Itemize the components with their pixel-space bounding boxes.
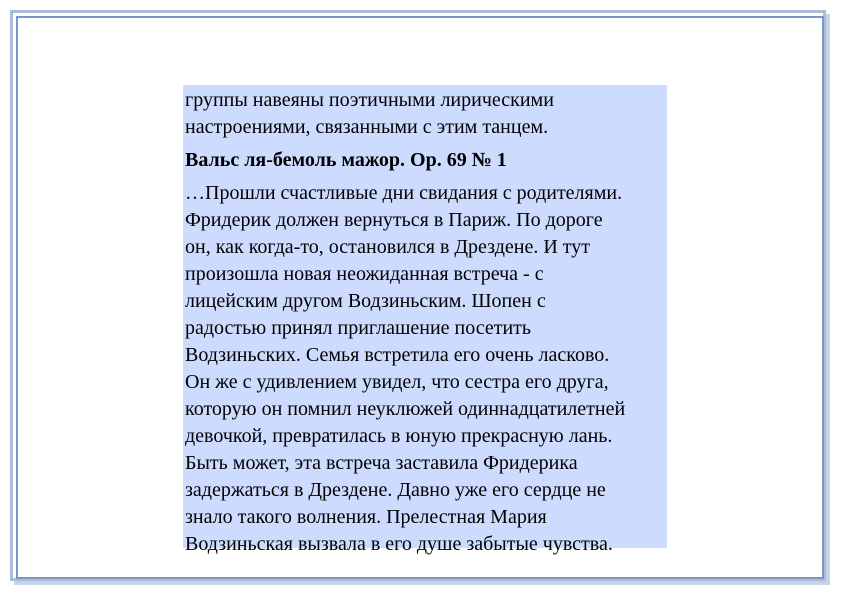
slide-text-block	[183, 85, 667, 555]
story-line: …Прошли счастливые дни свидания с родителями.	[185, 182, 623, 204]
story-line: девочкой, превратилась в юную прекрасную лань.	[185, 425, 613, 447]
story-line: Водзиньских. Семья встретила его очень ласково.	[185, 344, 610, 366]
story-line: он, как когда-то, остановился в Дрездене. И тут	[185, 236, 590, 258]
story-line: знало такого волнения. Прелестная Мария	[185, 506, 547, 528]
story-line: Фридерик должен вернуться в Париж. По дороге	[185, 209, 603, 231]
story-paragraph	[185, 180, 667, 558]
frame-shadow-bottom	[14, 581, 830, 585]
story-line: произошла новая неожиданная встреча - с	[185, 263, 544, 285]
story-line: лицейским другом Водзиньским. Шопен с	[185, 290, 546, 312]
frame-shadow-right	[826, 14, 830, 584]
story-line: которую он помнил неуклюжей одиннадцатилетней	[185, 398, 626, 420]
story-line: радостью принял приглашение посетить	[185, 317, 532, 339]
intro-line: настроениями, связанными с этим танцем.	[185, 116, 549, 138]
story-line: Водзиньская вызвала в его душе забытые чувства.	[185, 533, 613, 555]
waltz-heading: Вальс ля-бемоль мажор. Op. 69 № 1	[185, 149, 507, 171]
intro-paragraph	[185, 87, 667, 141]
intro-line: группы навеяны поэтичными лирическими	[185, 89, 554, 111]
story-line: Он же с удивлением увидел, что сестра его друга,	[185, 371, 609, 393]
story-line: Быть может, эта встреча заставила Фридерика	[185, 452, 578, 474]
story-line: задержаться в Дрездене. Давно уже его сердце не	[185, 479, 606, 501]
